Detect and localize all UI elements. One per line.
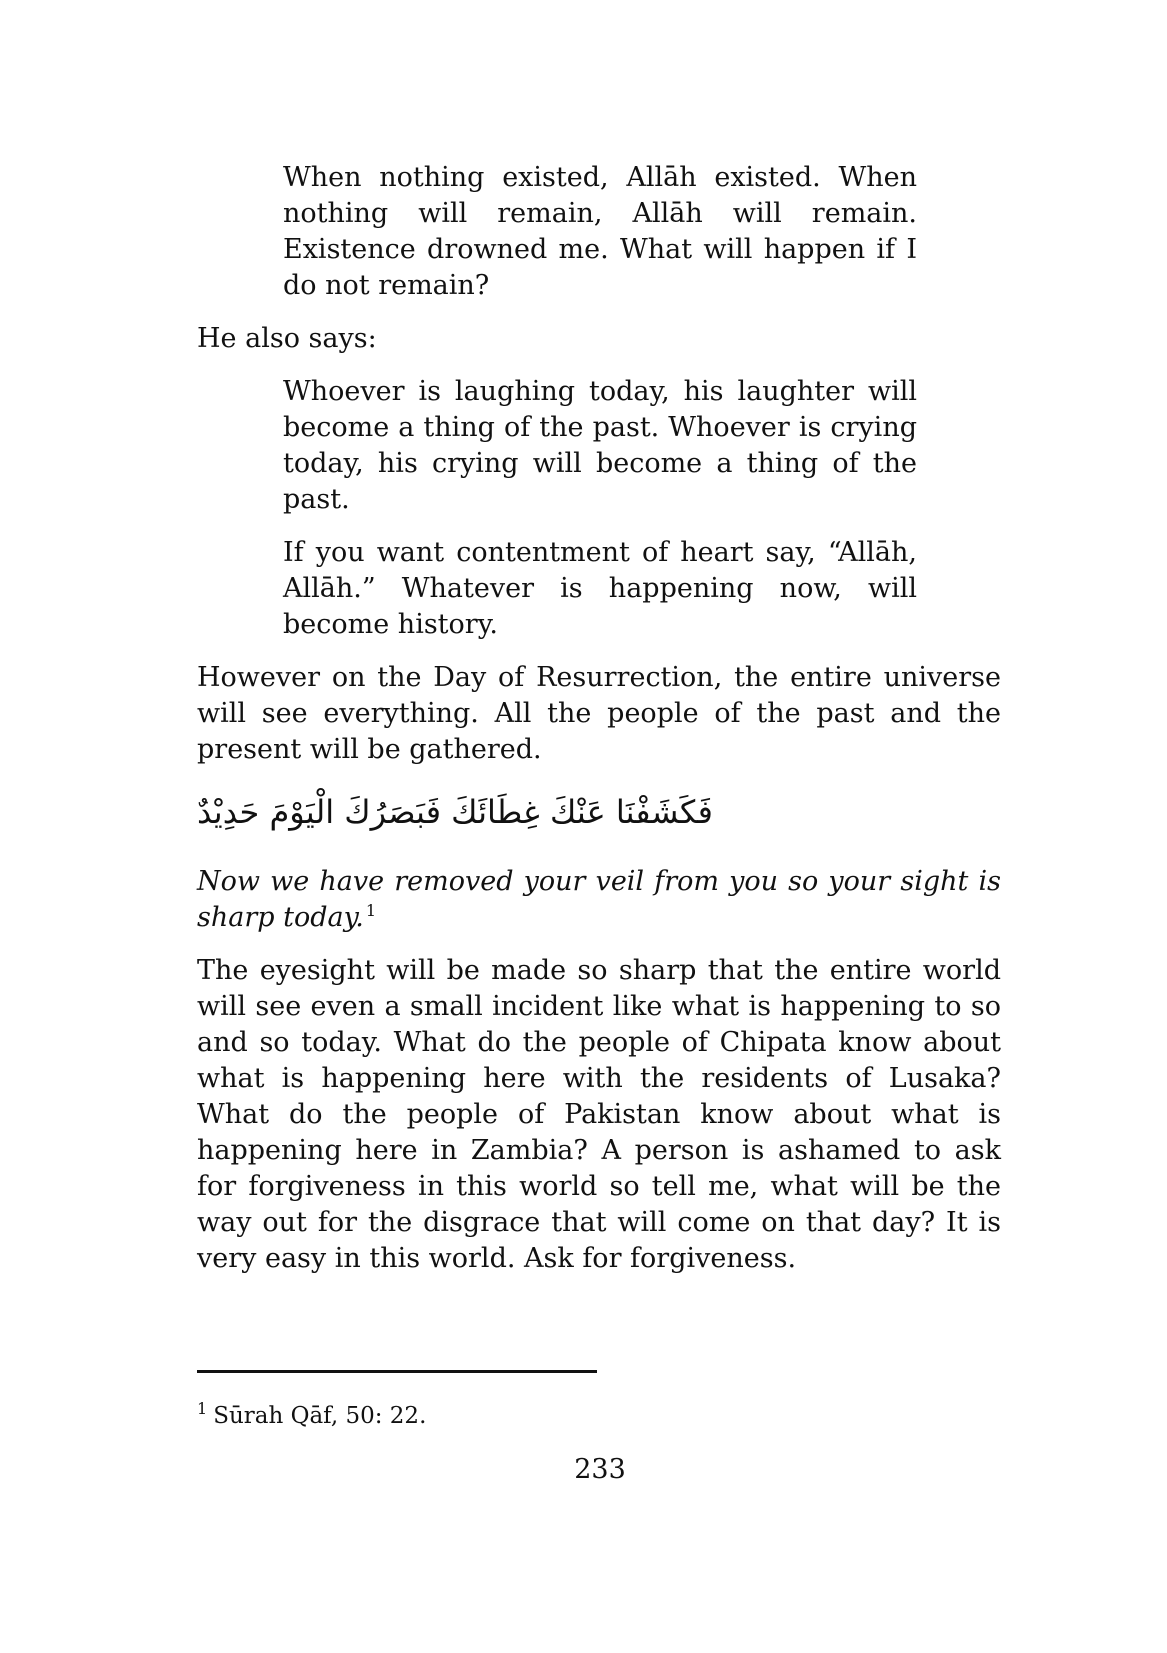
footnote-number: 1 xyxy=(197,1399,208,1419)
footnote-divider xyxy=(197,1370,597,1373)
footnote-reference[interactable]: 1 xyxy=(365,901,377,920)
page-number: 233 xyxy=(574,1454,626,1485)
paragraph-resurrection: However on the Day of Resurrection, the entire universe will see everything. All the people of the past and the present will be gathered. xyxy=(197,662,1001,765)
quote-contentment: If you want contentment of heart say, “Allāh, Allāh.” Whatever is happening now, will become history. xyxy=(283,537,917,640)
paragraph-eyesight: The eyesight will be made so sharp that the entire world will see even a small incident like what is happening to so and so today. What do the people of Chipata know about what is happening here with the residents of Lusaka? What do the people of Pakistan know about what is happening here in Zambia? A person is ashamed to ask for forgiveness in this world so tell me, what will be the way out for the disgrace that will come on that day? It is very easy in this world. Ask for forgiveness. xyxy=(197,955,1001,1274)
page-body xyxy=(197,160,1001,1277)
quote-laughing: Whoever is laughing today, his laughter will become a thing of the past. Whoever is crying today, his crying will become a thing of the past. xyxy=(283,376,917,515)
footnote-text: Sūrah Qāf, 50: 22. xyxy=(213,1403,427,1429)
footnote xyxy=(197,1401,426,1431)
arabic-verse: فَكَشَفْنَا عَنْكَ غِطَائَكَ فَبَصَرُكَ الْيَوْمَ حَدِيْدٌ xyxy=(197,793,713,831)
quote-existence: When nothing existed, Allāh existed. When nothing will remain, Allāh will remain. Existence drowned me. What will happen if I do not remain? xyxy=(283,162,917,301)
intro-he-also-says: He also says: xyxy=(197,323,377,354)
verse-translation-text: Now we have removed your veil from you so your sight is sharp today. xyxy=(197,866,1001,933)
verse-translation xyxy=(197,864,1001,936)
